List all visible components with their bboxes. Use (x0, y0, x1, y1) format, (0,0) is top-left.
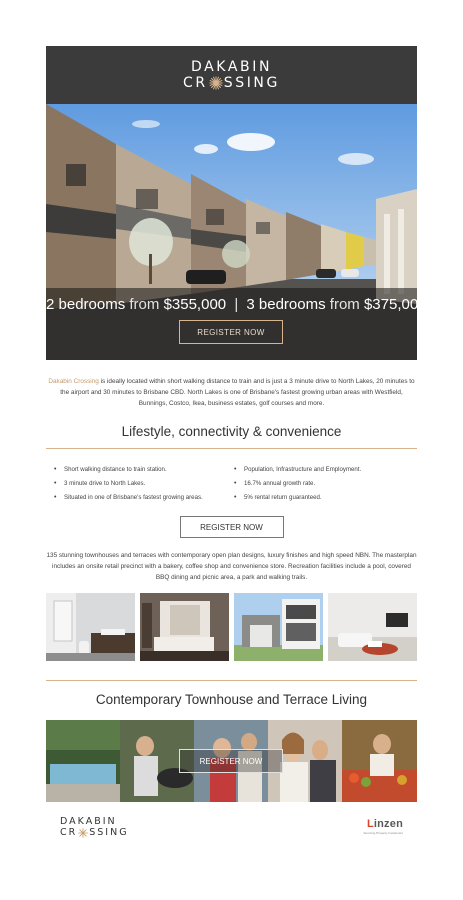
list-item: • Population, Infrastructure and Employment. (234, 463, 414, 477)
price-bed3: 3 bedrooms (246, 296, 326, 313)
intro-brand-link[interactable]: Dakabin Crossing (48, 378, 99, 385)
house-exterior-photo[interactable] (234, 593, 323, 661)
developer-name-rest: inzen (373, 818, 403, 830)
logo-bottom-post: SSING (223, 75, 280, 91)
developer-name-initial: L (366, 818, 374, 830)
intro-text: is ideally located within short walking distance to train and is just a 3 minute drive to North Lakes, 20 minutes to the airport and 30 minutes to Brisbane CBD. North Lakes is one of Brisbane's fastest growing urban areas with Westfield, Bunnings, Costco, Ikea, business estates, golf courses and more. (60, 378, 415, 407)
logo-bottom-pre: CR (183, 75, 208, 91)
email-container (46, 46, 427, 838)
register-now-hero-button[interactable]: REGISTER NOW (179, 320, 283, 344)
divider (46, 448, 417, 449)
footer-logo-top: DAKABIN (60, 816, 117, 827)
list-item: • 3 minute drive to North Lakes. (54, 477, 234, 491)
pool-photo (46, 720, 120, 802)
logo-bottom (183, 75, 280, 91)
header-banner (46, 46, 417, 104)
list-item: • Short walking distance to train station. (54, 463, 234, 477)
footer (46, 816, 417, 838)
price-2bed-value: $355,000 (163, 296, 227, 313)
price-headline (46, 296, 427, 313)
developer-logo[interactable] (363, 818, 403, 835)
living-room-photo[interactable] (328, 593, 417, 661)
footer-logo-pre: CR (60, 827, 78, 838)
starburst-icon (209, 76, 223, 90)
price-from-2: from (329, 296, 360, 313)
logo-top-text: DAKABIN (190, 59, 273, 75)
footer-logo-bottom (60, 827, 129, 838)
register-now-bottom-button[interactable]: REGISTER NOW (179, 749, 283, 773)
feature-list-right (234, 463, 414, 505)
price-bed2: 2 bedrooms (46, 296, 126, 313)
price-separator: | (234, 296, 239, 313)
market-photo (342, 720, 417, 802)
list-item: • 16.7% annual growth rate. (234, 477, 414, 491)
lifestyle-photo-strip (46, 720, 417, 802)
developer-name (367, 818, 403, 830)
description-paragraph: 135 stunning townhouses and terraces with contemporary open plan designs, luxury finishes and high speed NBN. The masterplan includes an onsite retail precinct with a bakery, coffee shop and convenience store. Recreation facilities include a pool, covered BBQ dining and picnic area, a park and walking trails. (46, 552, 417, 581)
feature-list-left (54, 463, 234, 505)
developer-tagline: Sourcing Property Investment (363, 831, 403, 835)
gallery (46, 593, 417, 661)
starburst-icon (78, 828, 88, 838)
hero-image (46, 104, 427, 360)
feature-list (46, 463, 417, 505)
footer-logo[interactable] (60, 816, 129, 838)
register-now-middle-button[interactable]: REGISTER NOW (180, 516, 284, 538)
lifestyle-heading: Lifestyle, connectivity & convenience (121, 424, 342, 439)
price-3bed-value: $375,000 (363, 296, 427, 313)
footer-logo-post: SSING (89, 827, 129, 838)
intro-paragraph (46, 376, 417, 409)
list-item: • 5% rental return guaranteed. (234, 491, 414, 505)
divider (46, 680, 417, 681)
living-heading: Contemporary Townhouse and Terrace Living (95, 692, 368, 707)
price-from-1: from (129, 296, 160, 313)
bedroom-photo[interactable] (140, 593, 229, 661)
list-item: • Situated in one of Brisbane's fastest growing areas. (54, 491, 234, 505)
bathroom-photo[interactable] (46, 593, 135, 661)
